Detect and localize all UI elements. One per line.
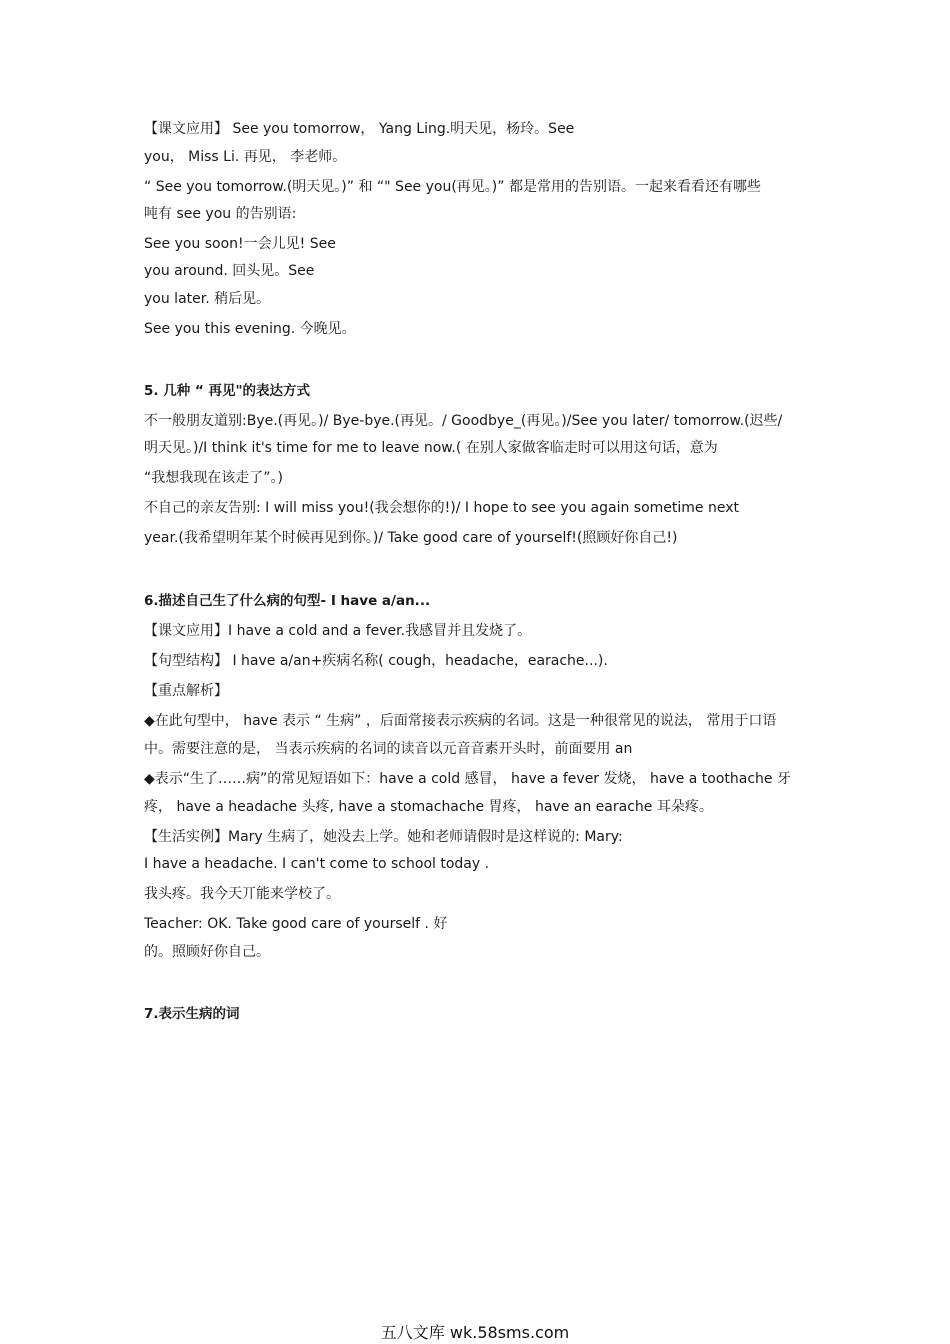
- text-line: year.(我希望明年某个时候再见到你。)/ Take good care of yourself!(照顾好你自己!): [144, 530, 678, 546]
- text-line: 的。照顾好你自己。: [144, 944, 270, 960]
- text-line: Teacher: OK. Take good care of yourself . 好: [144, 916, 448, 932]
- text-line: 【句型结构】 I have a/an+疾病名称( cough，headache，earache...).: [144, 653, 608, 669]
- section-heading: 5. 几种 “ 再见"的表达方式: [144, 383, 311, 399]
- text-line: “我想我现在该走了”。): [144, 470, 283, 486]
- text-line: 中。需要注意的是， 当表示疾病的名词的读音以元音音素开头时，前面要用 an: [144, 741, 633, 757]
- text-line: 我头疼。我今天丌能来学校了。: [144, 886, 340, 902]
- text-line: ◆表示“生了……病”的常见短语如下：have a cold 感冒， have a fever 发烧， have a toothache 牙: [144, 771, 791, 787]
- text-line: I have a headache. I can't come to school today .: [144, 856, 490, 872]
- text-line: 疼， have a headache 头疼, have a stomachache 胃疼， have an earache 耳朵疼。: [144, 799, 713, 815]
- text-line: 【重点解析】: [144, 683, 228, 699]
- text-line: See you this evening. 今晚见。: [144, 321, 356, 337]
- text-line: you later. 稍后见。: [144, 291, 271, 307]
- text-line: See you soon!一会儿见! See: [144, 236, 336, 252]
- text-line: 【课文应用】I have a cold and a fever.我感冒并且发烧了。: [144, 623, 532, 639]
- footer-watermark: 五八文库 wk.58sms.com: [380, 1323, 570, 1342]
- section-heading: 7.表示生病的词: [144, 1006, 240, 1022]
- text-line: 明天见。)/I think it's time for me to leave now.( 在别人家做客临走时可以用这句话，意为: [144, 440, 718, 456]
- text-line: 不一般朋友道别:Bye.(再见。)/ Bye-bye.(再见。/ Goodbye_(再见。)/See you later/ tomorrow.(迟些/: [144, 413, 783, 429]
- text-line: you， Miss Li. 再见， 李老师。: [144, 149, 347, 165]
- text-line: “ See you tomorrow.(明天见。)” 和 “" See you(再见。)” 都是常用的告别语。一起来看看还有哪些: [144, 179, 761, 195]
- text-line: 不自己的亲友告别: I will miss you!(我会想你的!)/ I hope to see you again sometime next: [144, 500, 739, 516]
- text-line: 【生活实例】Mary 生病了，她没去上学。她和老师请假时是这样说的: Mary:: [144, 829, 623, 845]
- text-line: 吨有 see you 的告别语:: [144, 206, 297, 222]
- section-heading: 6.描述自己生了什么病的句型- I have a/an...: [144, 593, 431, 609]
- text-line: you around. 回头见。See: [144, 263, 315, 279]
- text-line: 【课文应用】 See you tomorrow， Yang Ling.明天见，杨玲。See: [144, 121, 575, 137]
- text-line: ◆在此句型中， have 表示 “ 生病” ，后面常接表示疾病的名词。这是一种很常见的说法， 常用于口语: [144, 713, 777, 729]
